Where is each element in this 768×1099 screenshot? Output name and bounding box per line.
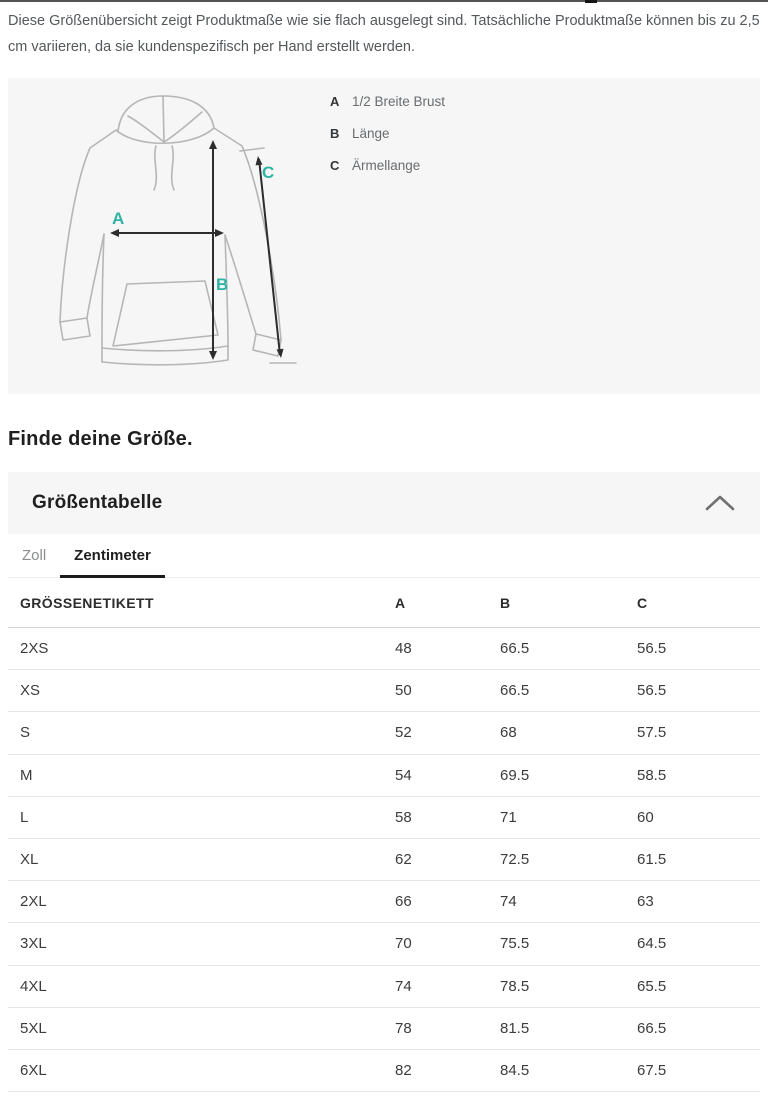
measurement-legend (330, 94, 445, 190)
value-b: 72.5 (500, 851, 530, 869)
arrow-b-head-bottom (209, 351, 217, 360)
marker-c-label: C (262, 163, 275, 182)
value-c: 56.5 (637, 682, 667, 700)
value-c: 57.5 (637, 724, 667, 742)
hood-seam-left (128, 116, 164, 142)
value-b: 78.5 (500, 977, 530, 995)
table-row-3xl (8, 923, 760, 965)
table-row-xs (8, 670, 760, 712)
sleeve-right-inner (225, 235, 256, 334)
value-b: 74 (500, 893, 517, 911)
body-left (102, 234, 104, 348)
value-b: 71 (500, 808, 517, 826)
size-chart-title: Größentabelle (32, 492, 163, 513)
col-header-b: B (500, 594, 511, 611)
measurement-arrows (110, 140, 284, 360)
top-divider-notch (585, 0, 597, 3)
value-c: 63 (637, 893, 654, 911)
size-label: S (20, 724, 31, 742)
size-label: 3XL (20, 935, 47, 953)
size-label: 5XL (20, 1019, 47, 1037)
drawstring-right (172, 146, 174, 190)
table-row-l (8, 797, 760, 839)
size-guide-description: Diese Größenübersicht zeigt Produktmaße wie sie flach ausgelegt sind. Tatsächliche Produktmaße können bis zu 2,5 cm variieren, da sie kundenspezifisch per Hand erstellt werden. (8, 13, 760, 55)
value-b: 75.5 (500, 935, 530, 953)
value-a: 54 (395, 766, 412, 784)
value-c: 61.5 (637, 851, 667, 869)
size-label: M (20, 766, 33, 784)
value-a: 78 (395, 1019, 412, 1037)
value-b: 69.5 (500, 766, 530, 784)
value-a: 58 (395, 808, 412, 826)
marker-a-label: A (112, 209, 125, 228)
table-row-2xs (8, 628, 760, 670)
value-b: 81.5 (500, 1019, 530, 1037)
marker-b-label: B (216, 275, 229, 294)
table-row-2xl (8, 881, 760, 923)
col-header-size-label: GRÖSSENETIKETT (20, 594, 154, 611)
value-c: 64.5 (637, 935, 667, 953)
size-table (8, 578, 760, 1092)
value-a: 82 (395, 1061, 412, 1079)
cuff-left (60, 318, 87, 322)
hem-top (102, 346, 228, 351)
tab-zoll[interactable]: Zoll (22, 547, 47, 564)
kangaroo-pocket (113, 281, 218, 346)
value-a: 74 (395, 977, 412, 995)
size-label: 2XL (20, 893, 47, 911)
top-divider (0, 0, 768, 2)
value-a: 62 (395, 851, 412, 869)
table-row-s (8, 712, 760, 754)
unit-tabs (8, 534, 760, 578)
value-a: 70 (395, 935, 412, 953)
size-label: 4XL (20, 977, 47, 995)
value-c: 58.5 (637, 766, 667, 784)
value-c: 56.5 (637, 640, 667, 658)
table-header-row (8, 578, 760, 628)
drawstring-left (154, 146, 156, 190)
measurement-diagram-panel (8, 78, 760, 394)
table-row-5xl (8, 1008, 760, 1050)
value-a: 66 (395, 893, 412, 911)
col-header-a: A (395, 594, 406, 611)
value-c: 60 (637, 808, 654, 826)
value-c: 67.5 (637, 1061, 667, 1079)
size-chart-accordion-header[interactable] (8, 472, 760, 534)
size-label: L (20, 808, 29, 826)
size-label: 6XL (20, 1061, 47, 1079)
arrow-c (259, 159, 280, 355)
measurement-letters (112, 163, 274, 294)
size-label: XS (20, 682, 41, 700)
value-c: 66.5 (637, 1019, 667, 1037)
legend-label-c: Ärmellange (352, 158, 421, 173)
legend-item-c (330, 158, 445, 176)
value-b: 84.5 (500, 1061, 530, 1079)
value-b: 66.5 (500, 640, 530, 658)
hoodie-outline (60, 96, 296, 365)
value-b: 66.5 (500, 682, 530, 700)
legend-label-b: Länge (352, 126, 390, 141)
legend-key-a: A (330, 94, 340, 109)
size-label: 2XS (20, 640, 49, 658)
chevron-up-icon[interactable] (704, 493, 736, 513)
arrow-b-head-top (209, 140, 217, 149)
legend-key-b: B (330, 126, 340, 141)
arrow-a-head-left (110, 229, 119, 237)
legend-label-a: 1/2 Breite Brust (352, 94, 446, 109)
table-row-xl (8, 839, 760, 881)
table-row-4xl (8, 966, 760, 1008)
tab-zentimeter[interactable]: Zentimeter (60, 534, 165, 577)
table-row-6xl (8, 1050, 760, 1092)
size-label: XL (20, 851, 39, 869)
hood-center-seam (163, 96, 164, 142)
value-a: 52 (395, 724, 412, 742)
hoodie-illustration (50, 88, 310, 384)
value-b: 68 (500, 724, 517, 742)
value-a: 48 (395, 640, 412, 658)
legend-item-b (330, 126, 445, 144)
value-c: 65.5 (637, 977, 667, 995)
table-row-m (8, 755, 760, 797)
legend-item-a (330, 94, 445, 112)
arrow-a-head-right (215, 229, 224, 237)
find-size-heading: Finde deine Größe. (8, 428, 193, 450)
value-a: 50 (395, 682, 412, 700)
legend-key-c: C (330, 158, 340, 173)
col-header-c: C (637, 594, 648, 611)
